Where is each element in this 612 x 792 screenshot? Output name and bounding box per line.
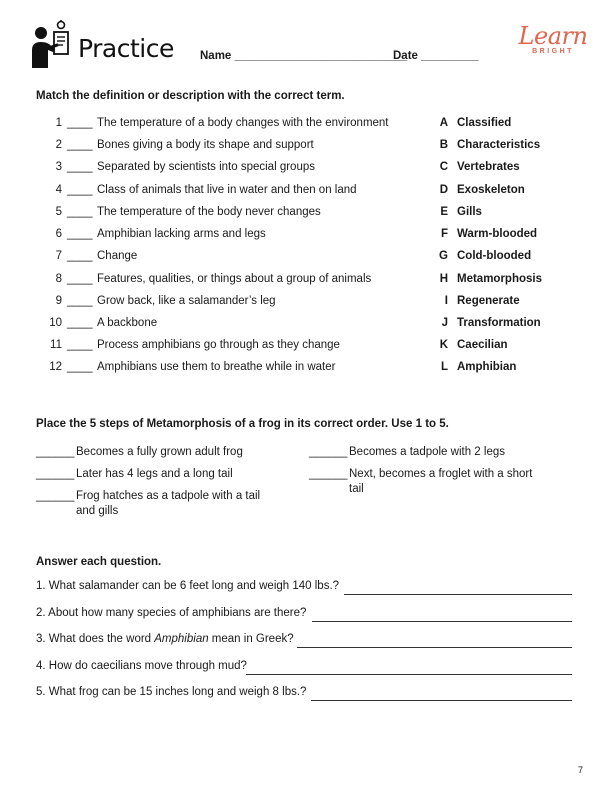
question-item [36, 686, 306, 698]
order-blank[interactable]: ______ [36, 468, 75, 480]
answer-line[interactable] [297, 647, 572, 648]
worksheet-header [30, 18, 590, 78]
term-name: Gills [457, 206, 482, 218]
logo-text: Learn [518, 22, 588, 50]
term-letter: E [440, 206, 448, 218]
term-letter: A [439, 117, 448, 129]
answer-line[interactable] [246, 674, 572, 675]
step-item [309, 467, 569, 495]
term-letter: F [440, 228, 448, 240]
term-name: Caecilian [457, 339, 508, 351]
definition-text: Change [97, 250, 138, 262]
list-item [36, 361, 576, 379]
order-blank[interactable]: ______ [36, 490, 75, 502]
step-text: Later has 4 legs and a long tail [76, 468, 233, 480]
question-item [36, 660, 247, 672]
term-letter: D [439, 184, 448, 196]
teacher-presenting-icon [30, 20, 70, 68]
question-text-suffix: mean in Greek? [208, 633, 294, 645]
list-item [36, 139, 576, 157]
questions-instruction: Answer each question. [36, 556, 162, 568]
list-item [36, 295, 576, 313]
order-blank[interactable]: ______ [36, 446, 75, 458]
term-name: Warm-blooded [457, 228, 538, 240]
item-number: 11 [50, 339, 62, 351]
question-item [36, 580, 339, 592]
item-number: 8 [55, 273, 62, 285]
answer-blank[interactable]: ____ [67, 273, 93, 285]
item-number: 6 [55, 228, 62, 240]
item-number: 4 [55, 184, 62, 196]
definition-text: The temperature of a body changes with the environment [97, 117, 389, 129]
metamorphosis-instruction: Place the 5 steps of Metamorphosis of a frog in its correct order. Use 1 to 5. [36, 418, 449, 430]
definition-text: Grow back, like a salamander’s leg [97, 295, 276, 307]
answer-blank[interactable]: ____ [67, 295, 93, 307]
answer-line[interactable] [344, 594, 572, 595]
date-field[interactable]: Date _________ [393, 50, 479, 62]
term-name: Classified [457, 117, 512, 129]
term-letter: C [439, 161, 448, 173]
answer-blank[interactable]: ____ [67, 361, 93, 373]
question-text: 2. About how many species of amphibians are there? [36, 607, 307, 619]
item-number: 10 [49, 317, 62, 329]
term-name: Metamorphosis [457, 273, 542, 285]
step-text: Becomes a fully grown adult frog [76, 446, 243, 458]
term-letter: B [439, 139, 448, 151]
list-item [36, 228, 576, 246]
answer-blank[interactable]: ____ [67, 250, 93, 262]
list-item [36, 250, 576, 268]
question-item [36, 633, 294, 645]
question-text: 1. What salamander can be 6 feet long and weigh 140 lbs.? [36, 580, 340, 592]
answer-blank[interactable]: ____ [67, 206, 93, 218]
list-item [36, 317, 576, 335]
list-item [36, 184, 576, 202]
question-emphasis: Amphibian [154, 633, 209, 645]
step-item [309, 445, 569, 460]
term-name: Characteristics [457, 139, 541, 151]
answer-blank[interactable]: ____ [67, 317, 93, 329]
question-text: 4. How do caecilians move through mud? [36, 660, 247, 672]
name-field[interactable]: Name ___________________________ [200, 50, 408, 62]
answer-line[interactable] [311, 700, 572, 701]
answer-blank[interactable]: ____ [67, 139, 93, 151]
definition-text: Separated by scientists into special groups [97, 161, 315, 173]
term-letter: G [439, 250, 448, 262]
order-blank[interactable]: ______ [309, 446, 348, 458]
term-name: Regenerate [457, 295, 520, 307]
step-item [36, 445, 296, 460]
logo-subtext: BRIGHT [532, 48, 574, 55]
step-text: Next, becomes a froglet with a short tail [349, 468, 533, 495]
step-text: Frog hatches as a tadpole with a tail and gills [76, 490, 261, 517]
question-item [36, 607, 306, 619]
item-number: 2 [55, 139, 62, 151]
answer-blank[interactable]: ____ [67, 184, 93, 196]
order-blank[interactable]: ______ [309, 468, 348, 480]
item-number: 1 [55, 117, 62, 129]
list-item [36, 206, 576, 224]
definition-text: Process amphibians go through as they change [97, 339, 340, 351]
matching-instruction: Match the definition or description with the correct term. [36, 90, 345, 102]
answer-blank[interactable]: ____ [67, 228, 93, 240]
page-title: Practice [78, 34, 174, 63]
list-item [36, 117, 576, 135]
term-name: Exoskeleton [457, 184, 525, 196]
term-letter: L [440, 361, 448, 373]
definition-text: A backbone [97, 317, 158, 329]
step-text: Becomes a tadpole with 2 legs [349, 446, 505, 458]
definition-text: Features, qualities, or things about a group of animals [97, 273, 372, 285]
item-number: 9 [55, 295, 62, 307]
term-name: Transformation [457, 317, 541, 329]
item-number: 12 [49, 361, 62, 373]
term-name: Cold-blooded [457, 250, 532, 262]
answer-blank[interactable]: ____ [67, 117, 93, 129]
term-letter: K [439, 339, 448, 351]
page-number: 7 [578, 765, 584, 775]
item-number: 3 [55, 161, 62, 173]
answer-blank[interactable]: ____ [67, 161, 93, 173]
definition-text: Amphibians use them to breathe while in water [97, 361, 336, 373]
step-item [36, 489, 296, 521]
definition-text: Bones giving a body its shape and support [97, 139, 314, 151]
list-item [36, 339, 576, 357]
term-name: Amphibian [457, 361, 517, 373]
answer-blank[interactable]: ____ [67, 339, 93, 351]
definition-text: Amphibian lacking arms and legs [97, 228, 266, 240]
item-number: 5 [55, 206, 62, 218]
question-text: 3. What does the word [36, 633, 155, 645]
term-letter: I [444, 295, 448, 307]
list-item [36, 273, 576, 291]
answer-line[interactable] [312, 621, 572, 622]
item-number: 7 [55, 250, 62, 262]
term-letter: J [441, 317, 448, 329]
step-item [36, 467, 296, 482]
term-letter: H [439, 273, 448, 285]
list-item [36, 161, 576, 179]
question-text: 5. What frog can be 15 inches long and weigh 8 lbs.? [36, 686, 307, 698]
definition-text: Class of animals that live in water and then on land [97, 184, 357, 196]
definition-text: The temperature of the body never changes [97, 206, 321, 218]
learn-bright-logo [518, 22, 588, 66]
term-name: Vertebrates [457, 161, 520, 173]
